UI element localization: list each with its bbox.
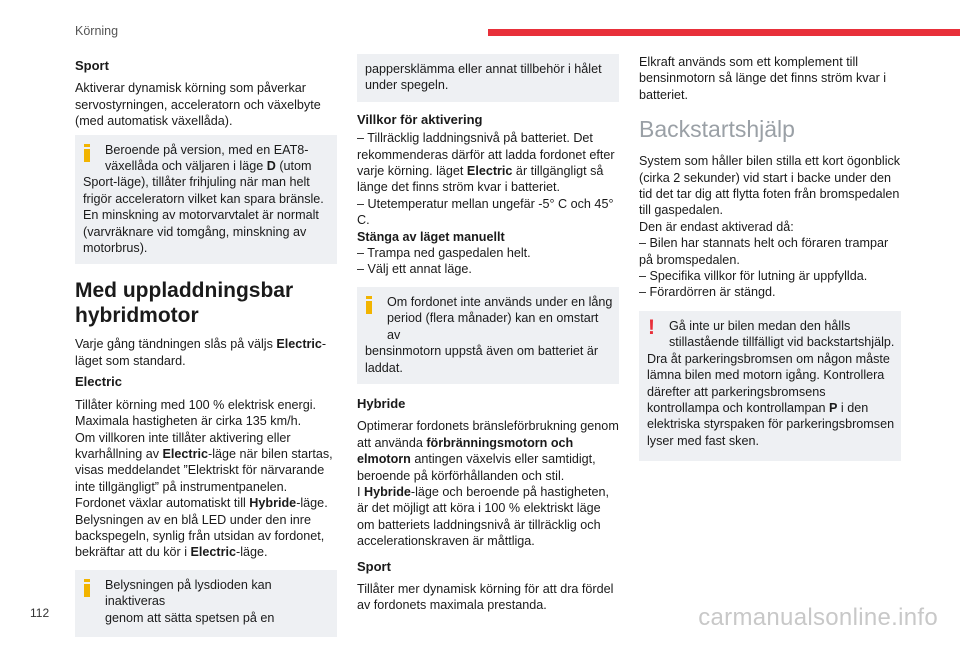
electric-complement-paragraph: Elkraft används som ett komplement till bensinmotorn så länge det finns ström kvar i batteriet. xyxy=(639,55,887,102)
electric-line: Maximala hastigheten är cirka 135 km/h. xyxy=(75,414,302,429)
text-bold: Electric xyxy=(276,337,322,352)
text-bold: Electric xyxy=(466,164,513,179)
text: -läget som standard. xyxy=(75,337,327,368)
text: Belysningen av en blå LED under den inre backspegeln, synlig från utsidan av fordonet, bekräftar att du kör i xyxy=(75,512,325,560)
info-note-restart xyxy=(357,287,619,384)
hybride-paragraph xyxy=(357,484,619,550)
manual-off-item: – Trampa ned gaspedalen helt. xyxy=(357,246,531,261)
hybride-paragraph xyxy=(357,418,619,484)
activation-conditions-heading: Villkor för aktivering xyxy=(357,111,483,127)
text: Optimerar fordonets bränsleförbrukning genom att använda xyxy=(357,419,619,450)
note-text: Belysningen på lysdioden kan inaktiveras xyxy=(105,577,272,609)
manual-off-heading: Stänga av läget manuellt xyxy=(357,229,505,244)
electric-paragraph xyxy=(75,430,337,512)
text: -läge. xyxy=(296,496,328,511)
text: Varje gång tändningen slås på väljs xyxy=(75,337,277,352)
info-icon xyxy=(83,579,91,595)
sport-heading-2: Sport xyxy=(357,558,391,574)
text-bold: förbränningsmotorn och elmotorn xyxy=(357,435,574,467)
warning-text: Gå inte ur bilen medan den hålls stillastående tillfälligt vid backstartshjälp. xyxy=(669,318,895,350)
info-note-eat8 xyxy=(75,135,337,265)
condition-item: – Utetemperatur mellan ungefär -5° C och 45° C. xyxy=(357,196,614,228)
header-accent-bar xyxy=(488,29,960,36)
text-bold: Hybride xyxy=(249,496,297,511)
text: -läge och beroende på hastigheten, är det möjligt att köra i 100 % elektriskt läge om batteriets laddningsnivå är tillräcklig och accelerationskraven är måttliga. xyxy=(357,484,610,549)
text: antingen växelvis eller samtidigt, beroende på körförhållanden och stil. xyxy=(357,452,596,483)
hill-start-assist-title: Backstartshjälp xyxy=(639,116,795,143)
note-text: Beroende på version, med en EAT8-växellåda och väljaren i läge xyxy=(105,142,309,174)
manual-off-item: – Välj ett annat läge. xyxy=(357,262,472,277)
intro-paragraph xyxy=(75,336,337,369)
text: i den elektriska styrspaken för parkeringsbromsen lyser med fast sken. xyxy=(647,400,895,448)
text-bold: Electric xyxy=(190,545,237,560)
text: Dra åt parkeringsbromsen om någon måste lämna bilen med motorn igång. Kontrollera därefter att parkeringsbromsens kontrollampa och kontrollampan xyxy=(647,351,890,415)
section-title-hybrid: Med uppladdningsbar hybridmotor xyxy=(75,279,294,328)
hill-start-condition-intro: Den är endast aktiverad då: xyxy=(639,219,794,234)
electric-paragraph xyxy=(75,512,337,561)
text: I xyxy=(357,484,364,499)
text-bold: Hybride xyxy=(364,484,411,499)
hybride-heading: Hybride xyxy=(357,395,406,411)
condition-item xyxy=(357,130,619,196)
column-left xyxy=(75,54,337,647)
hill-start-condition: – Specifika villkor för lutning är uppfyllda. xyxy=(639,269,868,284)
info-icon xyxy=(365,296,373,312)
note-text: Om fordonet inte används under en lång period (flera månader) kan en omstart av xyxy=(387,294,613,342)
page-number: 112 xyxy=(30,606,50,620)
hill-start-condition: – Förardörren är stängd. xyxy=(639,285,776,300)
column-middle xyxy=(357,54,619,614)
warning-text-rest xyxy=(647,351,895,449)
text: är tillgängligt så länge det finns ström kvar i batteriet. xyxy=(357,164,604,195)
watermark: carmanualsonline.info xyxy=(698,604,938,631)
warning-note xyxy=(639,311,901,461)
note-text-rest: bensinmotorn uppstå även om batteriet är laddat. xyxy=(365,344,599,375)
info-note-led xyxy=(75,570,337,637)
hill-start-condition: – Bilen har stannats helt och föraren trampar på bromspedalen. xyxy=(639,236,889,267)
text: -läge. xyxy=(236,545,268,560)
electric-line: Tillåter körning med 100 % elektrisk energi. xyxy=(75,397,317,412)
text: -läge när bilen startas, visas meddelandet ”Elektriskt för närvarande inte tillgängligt” på instrumentpanelen. Fordonet växlar automatiskt till xyxy=(75,446,333,511)
note-text-rest: genom att sätta spetsen på en xyxy=(105,610,275,625)
electric-heading: Electric xyxy=(75,374,122,390)
section-header: Körning xyxy=(75,24,119,38)
warning-icon: ! xyxy=(648,315,655,339)
text-bold: Electric xyxy=(162,446,209,461)
note-text-rest: Sport-läge), tillåter frihjuling när man helt frigör acceleratorn vilket kan spara bränsle. En minskning av motorvarvtalet är normalt (varvräknare vid tomgång, minskning av motorbrus). xyxy=(83,175,324,256)
info-icon xyxy=(83,144,91,160)
text: Om villkoren inte tillåter aktivering eller kvarhållning av xyxy=(75,430,291,461)
note-text: pappersklämma eller annat tillbehör i hålet under spegeln. xyxy=(365,62,602,93)
sport-heading: Sport xyxy=(75,58,109,73)
sport-paragraph-2: Tillåter mer dynamisk körning för att dra fördel av fordonets maximala prestanda. xyxy=(357,581,614,613)
note-text: (utom xyxy=(275,159,312,174)
text-bold: P xyxy=(829,400,838,415)
sport-paragraph: Aktiverar dynamisk körning som påverkar servostyrningen, acceleratorn och växelbyte (med automatisk växellåda). xyxy=(75,81,321,129)
info-note-led-continued xyxy=(357,54,619,102)
text: – Tillräcklig laddningsnivå på batteriet. Det rekommenderas därför att ladda fordonet efter varje körning. läget xyxy=(357,131,615,179)
hill-start-description: System som håller bilen stilla ett kort ögonblick (cirka 2 sekunder) vid start i backe under den tid det tar dig att flytta foten från bromspedalen till gaspedalen. xyxy=(639,154,901,218)
column-right xyxy=(639,54,901,471)
note-text-bold: D xyxy=(266,159,276,174)
